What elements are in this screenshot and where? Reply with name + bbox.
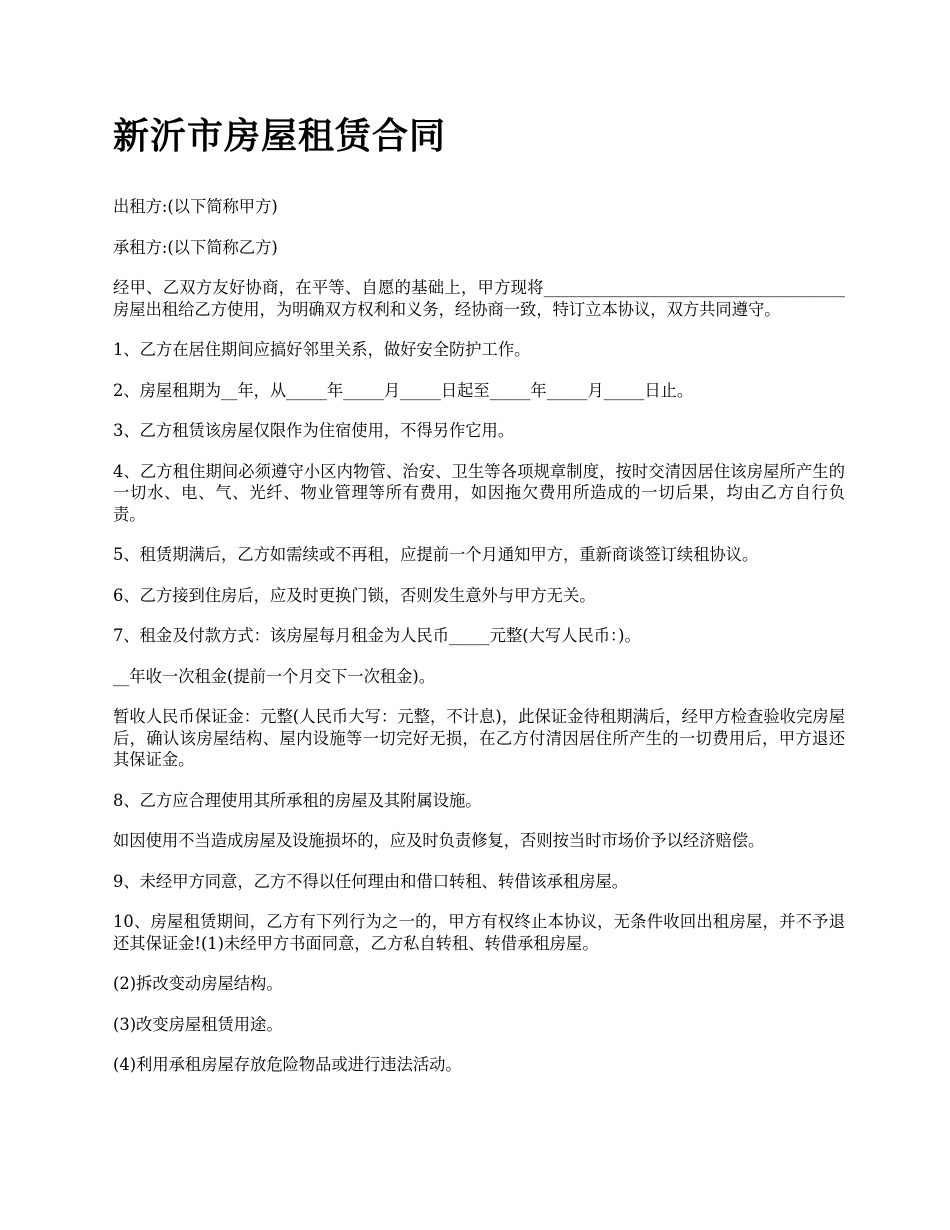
clause-2: 2、房屋租期为__年，从_____年_____月_____日起至_____年_____月_____日止。: [113, 380, 694, 400]
clause-3: 3、乙方租赁该房屋仅限作为住宿使用，不得另作它用。: [113, 421, 515, 440]
clause-10-item-2: (2)拆改变动房屋结构。: [113, 974, 283, 993]
clause-10-item-3: (3)改变房屋租赁用途。: [113, 1014, 283, 1034]
clause-4: 4、乙方租住期间必须遵守小区内物管、治安、卫生等各项规章制度，按时交清因居住该房屋所产生的一切水、电、气、光纤、物业管理等所有费用，如因拖欠费用所造成的一切后果，均由乙方自行负责。: [113, 461, 845, 524]
document-title: 新沂市房屋租赁合同: [113, 115, 447, 157]
clause-10-item-4: (4)利用承租房屋存放危险物品或进行违法活动。: [113, 1055, 462, 1074]
clause-7-deposit: 暂收人民币保证金：元整(人民币大写：元整，不计息)，此保证金待租期满后，经甲方检查验收完房屋后，确认该房屋结构、屋内设施等一切完好无损，在乙方付清因居住所产生的一切费用后，甲方退还其保证金。: [113, 707, 845, 769]
paragraph-lessee: 承租方:(以下简称乙方): [113, 237, 278, 257]
paragraph-preamble: 经甲、乙双方友好协商，在平等、自愿的基础上，甲方现将_____________________________________房屋出租给乙方使用，为明确双方权利和义务，经协商一致，特订立本协议，双方共同遵守。: [113, 278, 845, 319]
clause-8-damage: 如因使用不当造成房屋及设施损坏的，应及时负责修复，否则按当时市场价予以经济赔偿。: [113, 831, 765, 850]
clause-7: 7、租金及付款方式：该房屋每月租金为人民币_____元整(大写人民币：)。: [113, 626, 641, 645]
paragraph-lessor: 出租方:(以下简称甲方): [113, 197, 278, 216]
clause-9: 9、未经甲方同意，乙方不得以任何理由和借口转租、转借该承租房屋。: [113, 871, 629, 891]
clause-8: 8、乙方应合理使用其所承租的房屋及其附属设施。: [113, 790, 482, 810]
clause-10: 10、房屋租赁期间，乙方有下列行为之一的，甲方有权终止本协议，无条件收回出租房屋，并不予退还其保证金!(1)未经甲方书面同意，乙方私自转租、转借承租房屋。: [113, 912, 845, 953]
clause-6: 6、乙方接到住房后，应及时更换门锁，否则发生意外与甲方无关。: [113, 585, 596, 605]
document-page: [113, 110, 845, 1095]
clause-1: 1、乙方在居住期间应搞好邻里关系，做好安全防护工作。: [113, 340, 531, 359]
clause-5: 5、租赁期满后，乙方如需续或不再租，应提前一个月通知甲方，重新商谈签订续租协议。: [113, 545, 759, 564]
clause-7-payment-cycle: __年收一次租金(提前一个月交下一次租金)。: [113, 666, 436, 686]
